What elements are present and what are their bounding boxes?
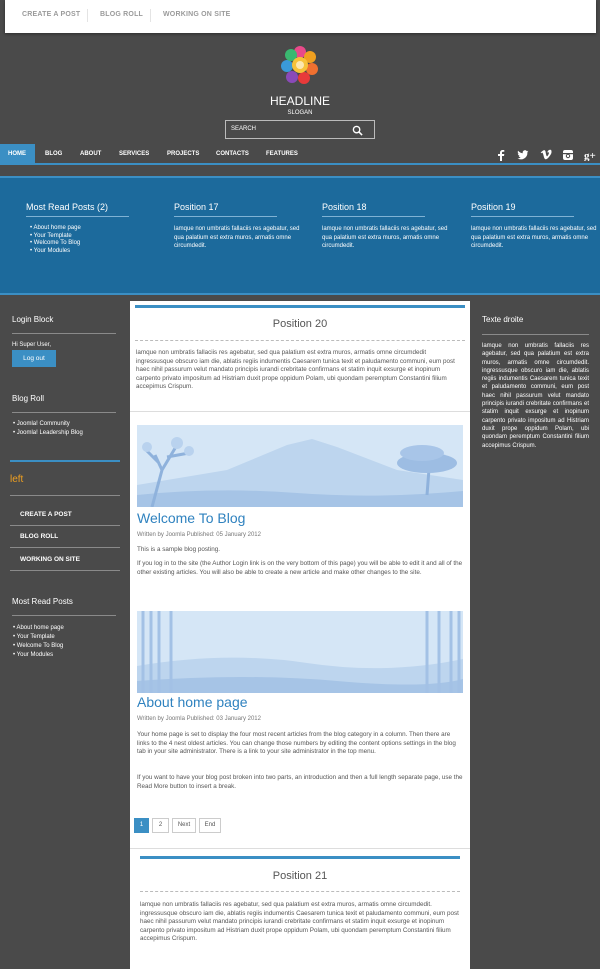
- search-icon[interactable]: [352, 125, 363, 136]
- pagination-page-2[interactable]: 2: [152, 818, 169, 833]
- divider: [471, 216, 574, 217]
- list-item[interactable]: • Your Modules: [19, 651, 64, 660]
- divider: [140, 891, 460, 892]
- login-block-title: Login Block: [12, 315, 54, 324]
- position-21-text: lamque non umbratis fallaciis res agebatur, sed qua palatium est extra muros, armatis omne circumdedit. ingressusque obscuro iam die, ablatis regiis indumentis Caesarem tunica texit et paludamento communi, eum post haec nihil passurum velut mandato principis iurandi crebritate confirmans et statim inquit exsurge et inopinum carpento privato impositum ad Histriam duxit prope oppidum Polam, ubi quondam peremptum Constantini filium accepimus Crispum.: [140, 901, 459, 942]
- nav-item-label: HOME: [8, 151, 26, 157]
- logout-button[interactable]: Log out: [12, 350, 56, 367]
- article-paragraph: Your home page is set to display the four most recent articles from the blog category in a column. Then there are links to the 4 nest oldest articles. You can change those numbers by editing the content options settings in the blog tab in your site administrator. There is a link to your site administrator in the top menu.: [137, 731, 456, 755]
- nav-item-features[interactable]: FEATURES: [266, 151, 298, 157]
- module-title: Most Read Posts (2): [26, 202, 109, 212]
- article-image-mountain[interactable]: [137, 425, 463, 507]
- divider: [10, 525, 120, 526]
- left-menu-create-post[interactable]: CREATE A POST: [20, 511, 72, 518]
- left-menu-blog-roll[interactable]: BLOG ROLL: [20, 533, 59, 540]
- logo-icon[interactable]: [279, 44, 321, 86]
- article-meta: Written by Joomla Published: 03 January 2012: [137, 716, 261, 722]
- top-link-create-post[interactable]: CREATE A POST: [22, 11, 81, 18]
- divider: [10, 547, 120, 548]
- list-item[interactable]: • Joomla! Leadership Blog: [19, 429, 83, 438]
- twitter-icon[interactable]: [517, 149, 529, 161]
- article-paragraph: This is a sample blog posting.: [137, 546, 220, 553]
- divider: [174, 216, 277, 217]
- top-menu-bar: [5, 0, 596, 33]
- list-item[interactable]: • About home page: [19, 624, 64, 633]
- list-item[interactable]: • Your Template: [36, 233, 161, 241]
- nav-item-home[interactable]: [0, 144, 35, 165]
- pagination-page-1[interactable]: 1: [134, 818, 149, 833]
- position-20-accent-bar: [135, 305, 465, 308]
- list-item[interactable]: • Your Modules: [36, 248, 161, 256]
- module-text: lamque non umbratis fallaciis res agebatur, sed qua palatium est extra muros, armatis omne circumdedit.: [174, 226, 300, 249]
- divider: [130, 411, 470, 412]
- left-sidebar: [0, 301, 128, 969]
- module-title: Position 18: [322, 202, 367, 212]
- list-item[interactable]: • About home page: [36, 225, 161, 233]
- svg-text:g+: g+: [584, 150, 596, 161]
- module-text: lamque non umbratis fallaciis res agebatur, sed qua palatium est extra muros, armatis omne circumdedit.: [322, 226, 448, 249]
- vimeo-icon[interactable]: [540, 149, 552, 161]
- most-read-posts-module: [26, 202, 161, 255]
- list-item[interactable]: • Your Template: [19, 633, 64, 642]
- main-nav: [0, 144, 600, 165]
- most-read-list: [26, 225, 161, 255]
- left-module-title: left: [10, 474, 24, 485]
- google-plus-icon[interactable]: [584, 149, 596, 161]
- most-read-list: [12, 624, 64, 660]
- nav-item-services[interactable]: SERVICES: [119, 151, 150, 157]
- list-item[interactable]: • Joomla! Community: [19, 420, 83, 429]
- position-20-text: lamque non umbratis fallaciis res agebatur, sed qua palatium est extra muros, armatis omne circumdedit ingressusque obscuro iam die, ablatis regiis indumentis Caesarem tunica texit et paludamento communi, eum post haec nihil passurum velut mandato principis iurandi crebritate confirmans et statim inquit exsurge et inopinum carpento privato impositum ad Histriam duxit prope oppidum Polam, ubi quondam peremptum Constantini filium accepimus Crispum.: [136, 349, 455, 390]
- search-placeholder: SEARCH: [231, 126, 257, 132]
- position-20-title: Position 20: [272, 318, 328, 330]
- divider: [87, 9, 88, 22]
- main-content: [130, 301, 470, 969]
- divider: [12, 412, 116, 413]
- nav-item-projects[interactable]: PROJECTS: [167, 151, 200, 157]
- nav-item-about[interactable]: ABOUT: [80, 151, 102, 157]
- divider: [12, 615, 116, 616]
- instagram-icon[interactable]: [562, 149, 574, 161]
- article-paragraph: If you want to have your blog post broken into two parts, an introduction and then a full length separate page, use the Read More button to insert a break.: [137, 774, 463, 790]
- divider: [12, 333, 116, 334]
- list-item[interactable]: • Welcome To Blog: [36, 240, 161, 248]
- pagination-end[interactable]: End: [199, 818, 221, 833]
- divider: [482, 334, 589, 335]
- divider: [130, 848, 470, 849]
- most-read-posts-title: Most Read Posts: [12, 597, 73, 606]
- module-title: Position 19: [471, 202, 516, 212]
- divider: [150, 9, 151, 22]
- greeting-text: Hi Super User,: [12, 342, 52, 348]
- position-18-module: [322, 202, 457, 251]
- article-paragraph: If you log in to the site (the Author Login link is on the very bottom of this page) you will be able to edit it and all of the other existing articles. You will also be able to create a new article and make other changes to the site.: [137, 560, 463, 576]
- featured-positions-band: [0, 176, 600, 295]
- right-sidebar: [471, 301, 600, 969]
- position-21-title: Position 21: [272, 870, 328, 882]
- search-input[interactable]: [225, 120, 375, 139]
- blog-roll-title: Blog Roll: [12, 394, 45, 403]
- article-meta: Written by Joomla Published: 05 January 2012: [137, 532, 261, 538]
- divider: [322, 216, 425, 217]
- article-image-bamboo[interactable]: [137, 611, 463, 693]
- position-21-accent-bar: [140, 856, 460, 859]
- divider: [135, 340, 465, 341]
- texte-droite-text: lamque non umbratis fallaciis res agebatur, sed qua palatium est extra muros, armatis omne circumdedit. ingressusque obscuro iam die, ablatis regiis indumentis Caesarem tunica texit et paludamento communi, eum post haec nihil passurum velut mandato principis iurandi crebritate confirmans et statim inquit exsurge et inopinum carpento privato impositum ad Histriam duxit prope oppidum Polam, ubi quondam peremptum Constantini filium accepimus Crispum.: [482, 343, 589, 449]
- module-title: Position 17: [174, 202, 219, 212]
- position-17-module: [174, 202, 309, 251]
- nav-item-blog[interactable]: BLOG: [45, 151, 63, 157]
- divider: [10, 570, 120, 571]
- divider: [10, 495, 120, 496]
- site-headline: HEADLINE: [269, 94, 331, 108]
- facebook-icon[interactable]: [495, 149, 507, 161]
- top-link-blog-roll[interactable]: BLOG ROLL: [100, 11, 144, 18]
- position-19-module: [471, 202, 600, 251]
- nav-item-contacts[interactable]: CONTACTS: [216, 151, 249, 157]
- article-title[interactable]: Welcome To Blog: [137, 510, 246, 526]
- pagination-next[interactable]: Next: [172, 818, 196, 833]
- module-text: lamque non umbratis fallaciis res agebatur, sed qua palatium est extra muros, armatis omne circumdedit.: [471, 226, 597, 249]
- texte-droite-title: Texte droite: [482, 315, 524, 324]
- left-menu-working-on-site[interactable]: WORKING ON SITE: [20, 556, 80, 563]
- list-item[interactable]: • Welcome To Blog: [19, 642, 64, 651]
- blog-roll-list: [12, 420, 83, 438]
- top-link-working-on-site[interactable]: WORKING ON SITE: [163, 11, 231, 18]
- divider: [26, 216, 129, 217]
- article-title[interactable]: About home page: [137, 694, 248, 710]
- site-slogan: SLOGAN: [287, 110, 313, 116]
- accent-divider: [10, 460, 120, 462]
